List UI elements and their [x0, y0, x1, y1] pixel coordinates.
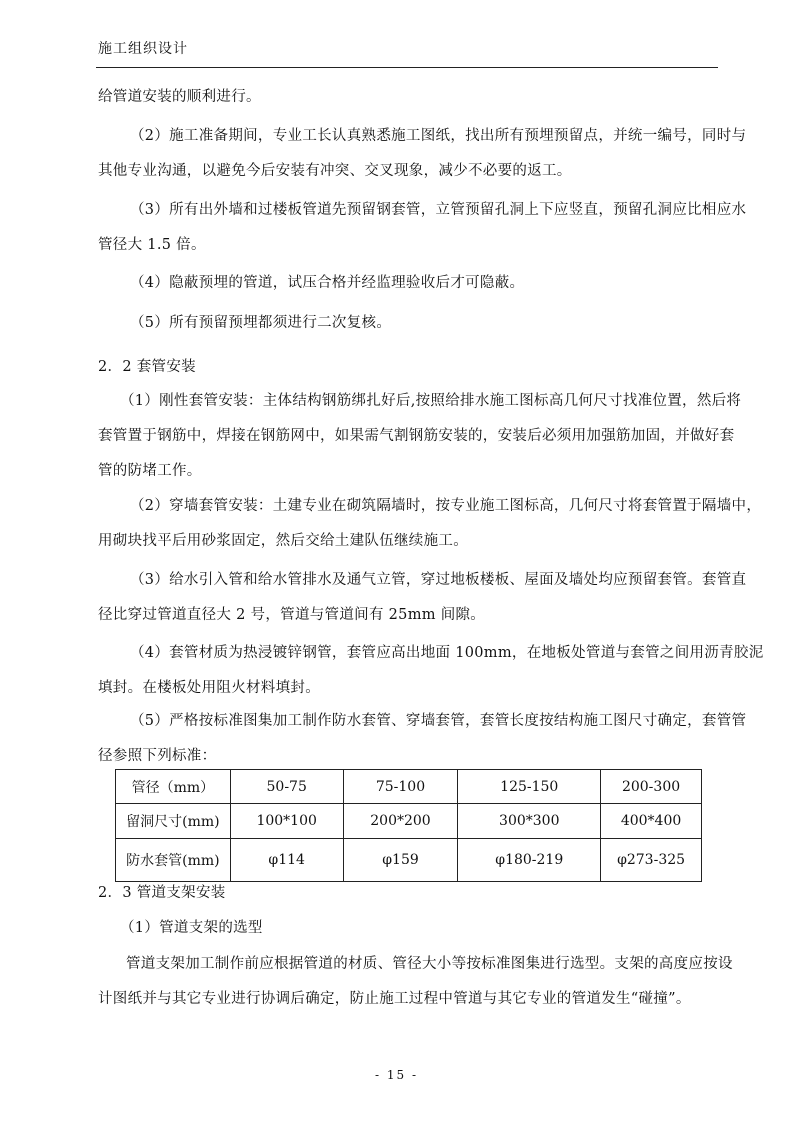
table-cell: φ273-325: [601, 839, 702, 882]
table-cell: 200*200: [343, 804, 458, 839]
table-cell: 400*400: [601, 804, 702, 839]
text-line: （1）刚性套管安装：主体结构钢筋绑扎好后,按照给排水施工图标高几何尺寸找准位置，然后将: [120, 393, 742, 409]
table-header-cell: 防水套管(mm): [116, 839, 231, 882]
text-line: 径参照下列标准：: [98, 748, 217, 764]
paragraph-support-fabrication: [98, 947, 733, 1017]
sleeve-size-table: [115, 769, 702, 882]
table-cell: 200-300: [601, 770, 702, 804]
paragraph-item-3: [98, 193, 747, 263]
table-cell: 100*100: [230, 804, 343, 839]
section-heading-2-2: [98, 350, 722, 385]
table-cell: φ114: [230, 839, 343, 882]
table-cell: φ159: [343, 839, 458, 882]
table-header-cell: 留洞尺寸(mm): [116, 804, 231, 839]
paragraph-support-selection: [98, 911, 722, 946]
text-line: 填封。在楼板处用阻火材料填封。: [98, 680, 320, 696]
text-line: 管径大 1.5 倍。: [98, 237, 206, 253]
text-line: （5）所有预留预埋都须进行二次复核。: [130, 315, 392, 331]
section-heading-2-3: [98, 876, 722, 911]
table-cell: 125-150: [458, 770, 601, 804]
header-divider: [96, 67, 718, 68]
text-line: （4）套管材质为热浸镀锌钢管，套管应高出地面 100mm，在地板处管道与套管之间用沥青胶泥: [130, 645, 764, 661]
paragraph-item-4: [98, 266, 722, 301]
section-title: 2．3 管道支架安装: [98, 885, 226, 901]
table-row: [116, 770, 702, 804]
paragraph-item-2: [98, 119, 747, 189]
text-line: 套管置于钢筋中，焊接在钢筋网中，如果需气割钢筋安装的，安装后必须用加强筋加固，并做好套: [98, 428, 735, 444]
page-number: - 15 -: [374, 1068, 418, 1082]
paragraph-continuation: [98, 80, 722, 115]
text-line: 管道支架加工制作前应根据管道的材质、管径大小等按标准图集进行选型。支架的高度应按设: [126, 956, 733, 972]
text-line: （3）所有出外墙和过楼板管道先预留钢套管，立管预留孔洞上下应竖直，预留孔洞应比相应水: [130, 202, 747, 218]
text-line: 用砌块找平后用砂浆固定，然后交给土建队伍继续施工。: [98, 533, 468, 549]
text-line: 计图纸并与其它专业进行协调后确定，防止施工过程中管道与其它专业的管道发生“碰撞”。: [98, 991, 691, 1007]
table-cell: 300*300: [458, 804, 601, 839]
table-cell: 50-75: [230, 770, 343, 804]
section-title: 2．2 套管安装: [98, 359, 196, 375]
table-cell: 75-100: [343, 770, 458, 804]
text-line: （2）穿墙套管安装：土建专业在砌筑隔墙时，按专业施工图标高，几何尺寸将套管置于隔墙中，: [130, 498, 762, 514]
table-row: [116, 804, 702, 839]
text-line: （5）严格按标准图集加工制作防水套管、穿墙套管，套管长度按结构施工图尺寸确定，套管管: [130, 713, 747, 729]
paragraph-rigid-sleeve: [98, 384, 742, 489]
paragraph-item-5: [98, 306, 722, 341]
text-line: （4）隐蔽预埋的管道，试压合格并经监理验收后才可隐蔽。: [130, 275, 525, 291]
text-line: 管的防堵工作。: [98, 463, 202, 479]
page-header-title: 施工组织设计: [98, 41, 188, 57]
table-cell: φ180-219: [458, 839, 601, 882]
table-header-cell: 管径（mm）: [116, 770, 231, 804]
text-line: （1）管道支架的选型: [120, 920, 263, 936]
paragraph-standard-reference: [98, 704, 747, 774]
text-line: （3）给水引入管和给水管排水及通气立管，穿过地板楼板、屋面及墙处均应预留套管。套管直: [130, 572, 747, 588]
text-line: 其他专业沟通，以避免今后安装有冲突、交叉现象，减少不必要的返工。: [98, 163, 572, 179]
paragraph-wall-sleeve: [98, 489, 762, 559]
text-line: 径比穿过管道直径大 2 号，管道与管道间有 25mm 间隙。: [98, 607, 486, 623]
text-line: （2）施工准备期间，专业工长认真熟悉施工图纸，找出所有预埋预留点，并统一编号，同时与: [130, 128, 747, 144]
paragraph-sleeve-material: [98, 636, 764, 706]
text-line: 给管道安装的顺利进行。: [98, 89, 261, 105]
paragraph-water-inlet: [98, 563, 747, 633]
